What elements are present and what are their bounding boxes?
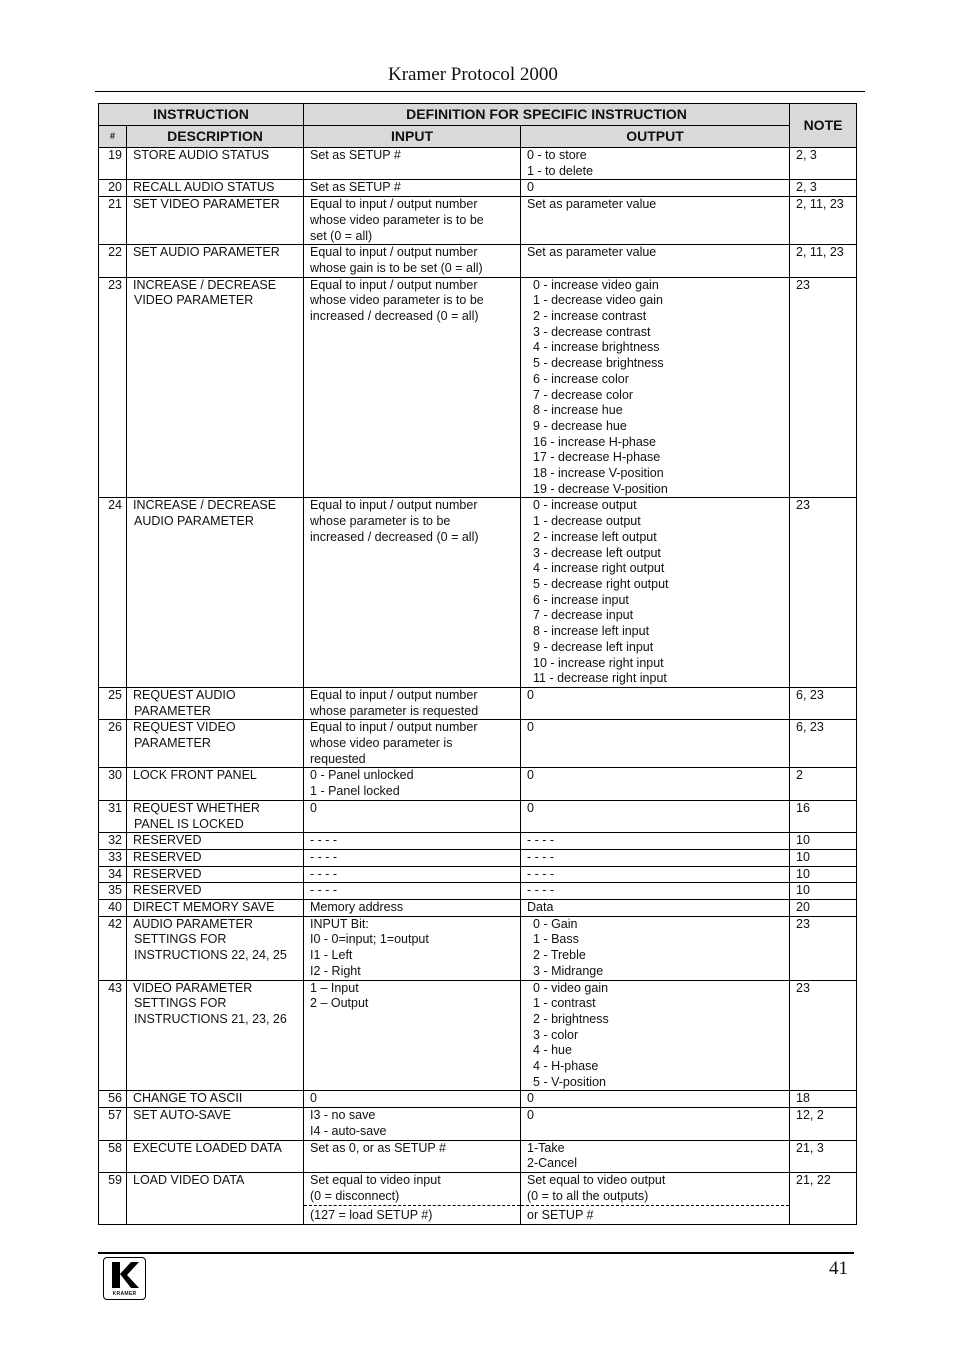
cell-line: 16 - increase H-phase [533, 434, 656, 449]
output-definition [521, 1091, 790, 1108]
instruction-number: 58 [99, 1140, 127, 1172]
cell-line: 8 - increase hue [533, 403, 623, 418]
cell-line: 5 - decrease right output [533, 576, 669, 591]
output-definition [521, 180, 790, 197]
instruction-description [127, 916, 304, 980]
note-value: 23 [790, 980, 857, 1091]
instruction-description [127, 883, 304, 900]
cell-line: Equal to input / output number [310, 687, 478, 702]
cell-line: 3 - decrease left output [533, 545, 661, 560]
table-row [99, 148, 857, 180]
cell-line: increased / decreased (0 = all) [310, 309, 479, 324]
cell-line: RECALL AUDIO STATUS [133, 180, 275, 195]
instruction-number: 23 [99, 277, 127, 498]
cell-line: 0 [527, 1108, 534, 1123]
cell-line: SETTINGS FOR [134, 996, 227, 1011]
table-row [99, 277, 857, 498]
cell-line: (0 = disconnect) [310, 1188, 400, 1203]
table-row [99, 833, 857, 850]
output-definition [521, 866, 790, 883]
cell-line: 0 [527, 768, 534, 783]
header-definition: DEFINITION FOR SPECIFIC INSTRUCTION [304, 104, 790, 126]
header-number: # [99, 126, 127, 148]
cell-line: I4 - auto-save [310, 1123, 387, 1138]
output-definition [521, 687, 790, 719]
cell-line: 9 - decrease left input [533, 639, 654, 654]
cell-line: 1 – Input [310, 980, 359, 995]
instruction-description [127, 800, 304, 832]
cell-line: VIDEO PARAMETER [134, 293, 254, 308]
output-definition [521, 148, 790, 180]
cell-line: INCREASE / DECREASE [133, 277, 277, 292]
kramer-k-icon [104, 1258, 145, 1292]
cell-line: 0 [527, 687, 534, 702]
cell-line: 0 - to store [527, 148, 587, 162]
output-definition [521, 833, 790, 850]
cell-line: AUDIO PARAMETER [134, 514, 254, 529]
note-value: 10 [790, 833, 857, 850]
cell-line: - - - - [310, 883, 338, 898]
cell-line: LOAD VIDEO DATA [133, 1173, 245, 1187]
cell-line: VIDEO PARAMETER [133, 980, 253, 995]
input-extra: (127 = load SETUP #) [304, 1205, 520, 1224]
input-definition [304, 980, 521, 1091]
instruction-description [127, 720, 304, 768]
cell-line: 7 - decrease color [533, 387, 634, 402]
cell-line: requested [310, 751, 366, 766]
table-row [99, 980, 857, 1091]
instruction-description [127, 1091, 304, 1108]
output-extra: or SETUP # [521, 1205, 789, 1224]
cell-line: 6 - increase color [533, 371, 629, 386]
cell-line: 10 - increase right input [533, 655, 664, 670]
input-definition [304, 916, 521, 980]
table-row [99, 1091, 857, 1108]
note-value: 18 [790, 1091, 857, 1108]
instruction-number: 35 [99, 883, 127, 900]
cell-line: Set equal to video output [527, 1173, 666, 1187]
cell-line: Equal to input / output number [310, 720, 478, 735]
instruction-description [127, 180, 304, 197]
table-row [99, 883, 857, 900]
note-value: 6, 23 [790, 720, 857, 768]
cell-line: PANEL IS LOCKED [134, 816, 244, 831]
cell-line: EXECUTE LOADED DATA [133, 1140, 282, 1155]
cell-line: 1 - decrease video gain [533, 293, 663, 308]
input-definition [304, 498, 521, 687]
cell-line: - - - - [310, 849, 338, 864]
cell-line: SET VIDEO PARAMETER [133, 197, 280, 212]
cell-line: 1 - decrease output [533, 514, 641, 529]
instruction-number: 20 [99, 180, 127, 197]
table-row [99, 768, 857, 800]
instruction-number: 34 [99, 866, 127, 883]
output-definition [521, 768, 790, 800]
cell-line: PARAMETER [134, 736, 211, 751]
cell-line: 7 - decrease input [533, 608, 634, 623]
instruction-number: 32 [99, 833, 127, 850]
table-row [99, 1173, 857, 1225]
input-definition [304, 1140, 521, 1172]
table-row [99, 720, 857, 768]
cell-line: SET AUTO-SAVE [133, 1108, 231, 1123]
header-rule [95, 91, 865, 92]
cell-line: 1 - contrast [533, 996, 596, 1011]
cell-line: 8 - increase left input [533, 624, 650, 639]
table-row [99, 1108, 857, 1140]
instruction-number: 21 [99, 197, 127, 245]
cell-line: whose video parameter is to be [310, 293, 484, 308]
cell-line: LOCK FRONT PANEL [133, 768, 257, 783]
protocol-table [98, 103, 857, 1225]
cell-line: 2 - Treble [533, 948, 586, 963]
note-value: 21, 3 [790, 1140, 857, 1172]
cell-line: - - - - [527, 883, 555, 898]
instruction-description [127, 245, 304, 277]
page-header-title: Kramer Protocol 2000 [388, 64, 558, 85]
instruction-number: 42 [99, 916, 127, 980]
cell-line: 2-Cancel [527, 1156, 578, 1171]
cell-line: Set as parameter value [527, 245, 657, 260]
input-definition [304, 1173, 521, 1225]
kramer-logo [103, 1257, 146, 1300]
cell-line: 3 - Midrange [533, 963, 604, 978]
input-definition [304, 180, 521, 197]
cell-line: SETTINGS FOR [134, 932, 227, 947]
output-definition [521, 197, 790, 245]
input-definition [304, 866, 521, 883]
table-row [99, 498, 857, 687]
cell-line: AUDIO PARAMETER [133, 916, 253, 931]
note-value: 21, 22 [790, 1173, 857, 1225]
cell-line: 9 - decrease hue [533, 418, 627, 433]
cell-line: 2 - brightness [533, 1011, 609, 1026]
cell-line: RESERVED [133, 866, 202, 881]
cell-line: Set as parameter value [527, 197, 657, 212]
cell-line: 0 [310, 800, 317, 815]
note-value: 2, 11, 23 [790, 197, 857, 245]
output-definition [521, 883, 790, 900]
cell-line: whose gain is to be set (0 = all) [310, 260, 483, 275]
cell-line: 1 - Bass [533, 932, 579, 947]
cell-line: 0 - video gain [533, 980, 609, 995]
output-definition [521, 1140, 790, 1172]
cell-line: 2 - increase contrast [533, 309, 647, 324]
note-value: 10 [790, 849, 857, 866]
header-input: INPUT [304, 126, 521, 148]
cell-line: SET AUDIO PARAMETER [133, 245, 280, 260]
note-value: 10 [790, 866, 857, 883]
cell-line: I2 - Right [310, 963, 361, 978]
logo-text: KRAMER [112, 1291, 137, 1297]
instruction-description [127, 687, 304, 719]
cell-line: Set as SETUP # [310, 148, 401, 162]
cell-line: - - - - [310, 833, 338, 848]
cell-line: 0 - increase video gain [533, 277, 659, 292]
cell-line: set (0 = all) [310, 228, 373, 243]
cell-line: Memory address [310, 900, 404, 915]
cell-line: REQUEST WHETHER [133, 800, 260, 815]
cell-line: Equal to input / output number [310, 197, 478, 212]
input-definition [304, 800, 521, 832]
cell-line: RESERVED [133, 833, 202, 848]
input-definition [304, 148, 521, 180]
instruction-number: 25 [99, 687, 127, 719]
input-definition [304, 245, 521, 277]
instruction-number: 40 [99, 900, 127, 917]
note-value: 10 [790, 883, 857, 900]
instruction-description [127, 849, 304, 866]
instruction-number: 24 [99, 498, 127, 687]
instruction-number: 43 [99, 980, 127, 1091]
cell-line: 19 - decrease V-position [533, 481, 668, 496]
input-definition [304, 883, 521, 900]
cell-line: whose parameter is requested [310, 703, 479, 718]
cell-line: Data [527, 900, 554, 915]
cell-line: 5 - decrease brightness [533, 356, 664, 371]
instruction-number: 56 [99, 1091, 127, 1108]
cell-line: I3 - no save [310, 1108, 376, 1123]
output-definition [521, 720, 790, 768]
note-value: 2, 11, 23 [790, 245, 857, 277]
output-definition [521, 245, 790, 277]
input-definition [304, 277, 521, 498]
cell-line: INPUT Bit: [310, 916, 369, 931]
table-row [99, 849, 857, 866]
instruction-description [127, 498, 304, 687]
instruction-number: 59 [99, 1173, 127, 1225]
input-definition [304, 768, 521, 800]
cell-line: 18 - increase V-position [533, 466, 664, 481]
cell-line: 4 - H-phase [533, 1059, 599, 1074]
note-value: 23 [790, 916, 857, 980]
table-body [99, 148, 857, 1225]
instruction-description [127, 1173, 304, 1225]
output-definition [521, 1173, 790, 1225]
cell-line: INSTRUCTIONS 22, 24, 25 [134, 948, 287, 963]
cell-line: I1 - Left [310, 948, 353, 963]
footer-rule [98, 1252, 854, 1254]
output-definition [521, 800, 790, 832]
table-row [99, 197, 857, 245]
cell-line: 2 - increase left output [533, 529, 657, 544]
input-definition [304, 197, 521, 245]
cell-line: 2 – Output [310, 996, 369, 1011]
output-definition [521, 900, 790, 917]
note-value: 6, 23 [790, 687, 857, 719]
cell-line: 11 - decrease right input [533, 671, 667, 686]
note-value: 2 [790, 768, 857, 800]
input-definition [304, 849, 521, 866]
cell-line: 4 - increase brightness [533, 340, 660, 355]
cell-line: INCREASE / DECREASE [133, 498, 277, 513]
cell-line: CHANGE TO ASCII [133, 1091, 243, 1106]
header-note: NOTE [790, 104, 857, 148]
cell-line: whose video parameter is to be [310, 212, 484, 227]
note-value: 20 [790, 900, 857, 917]
input-definition [304, 687, 521, 719]
instruction-description [127, 833, 304, 850]
table-row [99, 1140, 857, 1172]
output-definition [521, 849, 790, 866]
output-definition [521, 980, 790, 1091]
table-row [99, 900, 857, 917]
table-row [99, 866, 857, 883]
header-output: OUTPUT [521, 126, 790, 148]
input-definition [304, 1108, 521, 1140]
cell-line: Equal to input / output number [310, 277, 478, 292]
cell-line: whose parameter is to be [310, 514, 451, 529]
note-value: 16 [790, 800, 857, 832]
cell-line: (0 = to all the outputs) [527, 1188, 649, 1203]
cell-line: Set equal to video input [310, 1173, 441, 1187]
cell-line: Set as SETUP # [310, 180, 401, 195]
cell-line: I0 - 0=input; 1=output [310, 932, 429, 947]
instruction-number: 33 [99, 849, 127, 866]
note-value: 2, 3 [790, 148, 857, 180]
instruction-description [127, 148, 304, 180]
cell-line: RESERVED [133, 883, 202, 898]
table-row [99, 800, 857, 832]
page-number: 41 [829, 1258, 848, 1279]
instruction-description [127, 980, 304, 1091]
instruction-number: 57 [99, 1108, 127, 1140]
cell-line: 0 [527, 800, 534, 815]
cell-line: 1 - Panel locked [310, 784, 400, 799]
instruction-description [127, 900, 304, 917]
cell-line: Set as 0, or as SETUP # [310, 1140, 446, 1155]
cell-line: 1-Take [527, 1140, 565, 1155]
cell-line: - - - - [310, 866, 338, 881]
instruction-number: 30 [99, 768, 127, 800]
cell-line: - - - - [527, 833, 555, 848]
instruction-description [127, 197, 304, 245]
input-definition [304, 720, 521, 768]
cell-line: PARAMETER [134, 703, 211, 718]
cell-line: 0 - Gain [533, 916, 578, 931]
instruction-description [127, 866, 304, 883]
output-definition [521, 498, 790, 687]
instruction-number: 22 [99, 245, 127, 277]
cell-line: 3 - decrease contrast [533, 324, 651, 339]
cell-line: 17 - decrease H-phase [533, 450, 661, 465]
cell-line: 1 - to delete [527, 163, 594, 178]
input-definition [304, 1091, 521, 1108]
output-definition [521, 916, 790, 980]
input-definition [304, 900, 521, 917]
instruction-number: 19 [99, 148, 127, 180]
cell-line: 0 - increase output [533, 498, 637, 513]
cell-line: whose video parameter is [310, 736, 453, 751]
cell-line: REQUEST VIDEO [133, 720, 236, 735]
instruction-description [127, 768, 304, 800]
cell-line: 0 [527, 180, 534, 195]
cell-line: STORE AUDIO STATUS [133, 148, 270, 162]
cell-line: Equal to input / output number [310, 498, 478, 513]
cell-line: 5 - V-position [533, 1074, 606, 1089]
header-instruction: INSTRUCTION [99, 104, 304, 126]
cell-line: 0 - Panel unlocked [310, 768, 414, 783]
table-row [99, 180, 857, 197]
cell-line: 6 - increase input [533, 592, 629, 607]
cell-line: 0 [310, 1091, 317, 1106]
header-description: DESCRIPTION [127, 126, 304, 148]
instruction-number: 26 [99, 720, 127, 768]
table-row [99, 687, 857, 719]
cell-line: INSTRUCTIONS 21, 23, 26 [134, 1011, 287, 1026]
cell-line: RESERVED [133, 849, 202, 864]
cell-line: Equal to input / output number [310, 245, 478, 260]
instruction-description [127, 277, 304, 498]
cell-line: 4 - hue [533, 1043, 572, 1058]
cell-line: DIRECT MEMORY SAVE [133, 900, 275, 915]
input-definition [304, 833, 521, 850]
instruction-description [127, 1140, 304, 1172]
instruction-number: 31 [99, 800, 127, 832]
cell-line: 3 - color [533, 1027, 579, 1042]
note-value: 23 [790, 498, 857, 687]
cell-line: 4 - increase right output [533, 561, 665, 576]
cell-line: 0 [527, 720, 534, 735]
instruction-description [127, 1108, 304, 1140]
cell-line: REQUEST AUDIO [133, 687, 236, 702]
output-definition [521, 277, 790, 498]
note-value: 23 [790, 277, 857, 498]
cell-line: - - - - [527, 849, 555, 864]
output-definition [521, 1108, 790, 1140]
cell-line: increased / decreased (0 = all) [310, 529, 479, 544]
cell-line: 0 [527, 1091, 534, 1106]
table-row [99, 245, 857, 277]
note-value: 2, 3 [790, 180, 857, 197]
table-row [99, 916, 857, 980]
cell-line: - - - - [527, 866, 555, 881]
note-value: 12, 2 [790, 1108, 857, 1140]
